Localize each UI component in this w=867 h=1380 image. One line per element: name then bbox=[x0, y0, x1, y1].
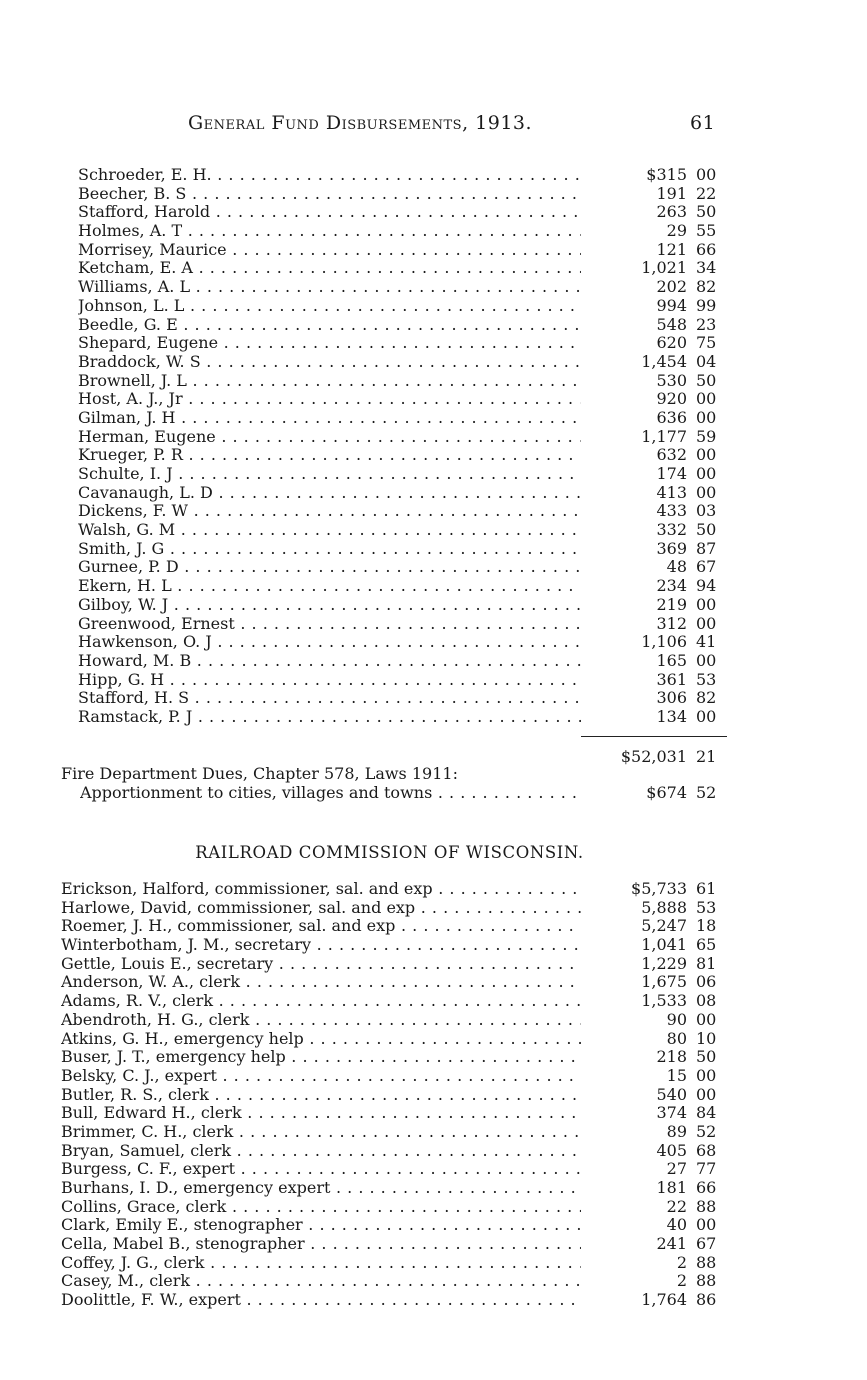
amount-dollars: 1,533 bbox=[641, 991, 687, 1011]
amount-cents: 88 bbox=[696, 1252, 717, 1272]
amount-dollars: 134 bbox=[656, 706, 687, 726]
amount-dollars: 1,177 bbox=[641, 426, 687, 446]
table-row bbox=[0, 671, 867, 690]
payee-name: Hawkenson, O. J . . . bbox=[78, 633, 581, 652]
payee-name: Atkins, G. H., emergency help . . . bbox=[61, 1030, 581, 1049]
table-row bbox=[0, 353, 867, 372]
total-rule bbox=[581, 736, 727, 737]
payee-name: Stafford, H. S . . . bbox=[78, 689, 581, 708]
payee-name: Cavanaugh, L. D . . . bbox=[78, 484, 581, 503]
table-row bbox=[0, 708, 867, 727]
amount-dollars: 405 bbox=[656, 1140, 687, 1160]
table-row bbox=[0, 1198, 867, 1217]
table-row bbox=[0, 1254, 867, 1273]
fire-dues-row bbox=[0, 784, 867, 803]
payee-name: Buser, J. T., emergency help . . . bbox=[61, 1048, 581, 1067]
amount-cents: 53 bbox=[696, 897, 717, 917]
payee-name: Schulte, I. J . . . bbox=[78, 465, 581, 484]
amount-cents: 00 bbox=[696, 1215, 717, 1235]
table-row bbox=[0, 222, 867, 241]
total-cents: 21 bbox=[696, 747, 717, 766]
table-row bbox=[0, 558, 867, 577]
amount-dollars: 218 bbox=[656, 1047, 687, 1067]
amount-dollars: 15 bbox=[666, 1065, 687, 1085]
payee-name: Coffey, J. G., clerk . . . bbox=[61, 1254, 581, 1273]
payee-name: Gilman, J. H . . . bbox=[78, 409, 581, 428]
amount-dollars: 219 bbox=[656, 594, 687, 614]
payee-name: Erickson, Halford, commissioner, sal. and exp . . . bbox=[61, 880, 581, 899]
table-row bbox=[0, 1011, 867, 1030]
table-row bbox=[0, 633, 867, 652]
table-row bbox=[0, 596, 867, 615]
payee-name: Shepard, Eugene . . . bbox=[78, 334, 581, 353]
amount-dollars: 90 bbox=[666, 1009, 687, 1029]
amount-dollars: 361 bbox=[656, 669, 687, 689]
payee-name: Collins, Grace, clerk . . . bbox=[61, 1198, 581, 1217]
payee-name: Butler, R. S., clerk . . . bbox=[61, 1086, 581, 1105]
amount-cents: 34 bbox=[696, 258, 717, 278]
amount-dollars: 29 bbox=[666, 221, 687, 241]
payee-name: Clark, Emily E., stenographer . . . bbox=[61, 1216, 581, 1235]
amount-dollars: 369 bbox=[656, 538, 687, 558]
amount-dollars: 920 bbox=[656, 389, 687, 409]
amount-cents: 99 bbox=[696, 295, 717, 315]
amount-dollars: 27 bbox=[666, 1159, 687, 1179]
amount-cents: 00 bbox=[696, 165, 717, 184]
table-row bbox=[0, 652, 867, 671]
payee-name: Smith, J. G . . . bbox=[78, 540, 581, 559]
payee-name: Morrisey, Maurice . . . bbox=[78, 241, 581, 260]
amount-dollars: 1,021 bbox=[641, 258, 687, 278]
amount-dollars: 620 bbox=[656, 333, 687, 353]
amount-dollars: 2 bbox=[676, 1271, 687, 1291]
table-row bbox=[0, 446, 867, 465]
amount-dollars: 433 bbox=[656, 501, 687, 521]
amount-cents: 00 bbox=[696, 594, 717, 614]
amount-dollars: 1,106 bbox=[641, 632, 687, 652]
amount-dollars: 48 bbox=[666, 557, 687, 577]
table-row bbox=[0, 428, 867, 447]
payee-name: Gettle, Louis E., secretary . . . bbox=[61, 955, 581, 974]
amount-cents: 00 bbox=[696, 1065, 717, 1085]
amount-cents: 00 bbox=[696, 1009, 717, 1029]
amount-cents: 55 bbox=[696, 221, 717, 241]
table-row bbox=[0, 166, 867, 185]
payee-name: Brimmer, C. H., clerk . . . bbox=[61, 1123, 581, 1142]
amount-cents: 50 bbox=[696, 202, 717, 222]
amount-dollars: 241 bbox=[656, 1234, 687, 1254]
amount-cents: 75 bbox=[696, 333, 717, 353]
amount-cents: 41 bbox=[696, 632, 717, 652]
payee-name: Dickens, F. W . . . bbox=[78, 502, 581, 521]
table-row bbox=[0, 992, 867, 1011]
payee-name: Host, A. J., Jr . . . bbox=[78, 390, 581, 409]
table-row bbox=[0, 936, 867, 955]
amount-dollars: 181 bbox=[656, 1178, 687, 1197]
amount-cents: 00 bbox=[696, 482, 717, 502]
amount-dollars: 530 bbox=[656, 370, 687, 390]
amount-cents: 82 bbox=[696, 688, 717, 708]
amount-cents: 00 bbox=[696, 445, 717, 465]
railroad-commission-list bbox=[0, 880, 867, 1310]
payee-name: Ketcham, E. A . . . bbox=[78, 259, 581, 278]
amount-cents: 67 bbox=[696, 557, 717, 577]
amount-dollars: 89 bbox=[666, 1121, 687, 1141]
amount-cents: 50 bbox=[696, 370, 717, 390]
total-dollars: $52,031 bbox=[620, 747, 687, 766]
amount-cents: 66 bbox=[696, 1178, 717, 1197]
payee-name: Hipp, G. H . . . bbox=[78, 671, 581, 690]
amount-cents: 23 bbox=[696, 314, 717, 334]
table-row bbox=[0, 899, 867, 918]
amount-cents: 87 bbox=[696, 538, 717, 558]
fire-dues-cents: 52 bbox=[696, 783, 717, 802]
payee-name: Burhans, I. D., emergency expert . . . bbox=[61, 1179, 581, 1198]
payee-name: Howard, M. B . . . bbox=[78, 652, 581, 671]
table-row bbox=[0, 409, 867, 428]
amount-dollars: 5,247 bbox=[641, 916, 687, 936]
table-row bbox=[0, 1216, 867, 1235]
table-row bbox=[0, 502, 867, 521]
page-number: 61 bbox=[690, 112, 716, 134]
amount-cents: 82 bbox=[696, 277, 717, 297]
amount-cents: 84 bbox=[696, 1103, 717, 1123]
amount-cents: 68 bbox=[696, 1140, 717, 1160]
amount-dollars: 165 bbox=[656, 650, 687, 670]
payee-name: Holmes, A. T . . . bbox=[78, 222, 581, 241]
amount-cents: 06 bbox=[696, 972, 717, 992]
table-row bbox=[0, 689, 867, 708]
table-row bbox=[0, 390, 867, 409]
table-row bbox=[0, 484, 867, 503]
amount-dollars: 1,041 bbox=[641, 935, 687, 955]
table-row bbox=[0, 917, 867, 936]
table-row bbox=[0, 615, 867, 634]
table-row bbox=[0, 203, 867, 222]
payee-name: Casey, M., clerk . . . bbox=[61, 1272, 581, 1291]
amount-dollars: 332 bbox=[656, 520, 687, 540]
table-row bbox=[0, 1160, 867, 1179]
payee-name: Beedle, G. E . . . bbox=[78, 316, 581, 335]
amount-cents: 67 bbox=[696, 1234, 717, 1254]
amount-cents: 53 bbox=[696, 669, 717, 689]
payee-name: Walsh, G. M . . . bbox=[78, 521, 581, 540]
payee-name: Bryan, Samuel, clerk . . . bbox=[61, 1142, 581, 1161]
amount-dollars: 174 bbox=[656, 464, 687, 483]
payee-name: Schroeder, E. H. . . . bbox=[78, 166, 581, 185]
payee-name: Doolittle, F. W., expert . . . bbox=[61, 1291, 581, 1310]
disbursement-list bbox=[0, 166, 867, 727]
table-row bbox=[0, 278, 867, 297]
table-row bbox=[0, 465, 867, 484]
table-row bbox=[0, 1030, 867, 1049]
table-row bbox=[0, 540, 867, 559]
amount-cents: 50 bbox=[696, 520, 717, 540]
payee-name: Abendroth, H. G., clerk . . . bbox=[61, 1011, 581, 1030]
payee-name: Braddock, W. S . . . bbox=[78, 353, 581, 372]
amount-dollars: $5,733 bbox=[631, 879, 687, 898]
amount-dollars: 5,888 bbox=[641, 897, 687, 917]
amount-cents: 00 bbox=[696, 706, 717, 726]
table-row bbox=[0, 316, 867, 335]
payee-name: Stafford, Harold . . . bbox=[78, 203, 581, 222]
amount-cents: 08 bbox=[696, 991, 717, 1011]
amount-cents: 00 bbox=[696, 650, 717, 670]
payee-name: Herman, Eugene . . . bbox=[78, 428, 581, 447]
amount-cents: 65 bbox=[696, 935, 717, 955]
table-row bbox=[0, 372, 867, 391]
amount-cents: 18 bbox=[696, 916, 717, 936]
amount-cents: 04 bbox=[696, 351, 717, 371]
amount-dollars: 2 bbox=[676, 1252, 687, 1272]
payee-name: Greenwood, Ernest . . . bbox=[78, 615, 581, 634]
table-row bbox=[0, 241, 867, 260]
table-row bbox=[0, 1179, 867, 1198]
table-row bbox=[0, 880, 867, 899]
payee-name: Bull, Edward H., clerk . . . bbox=[61, 1104, 581, 1123]
amount-cents: 94 bbox=[696, 576, 717, 596]
amount-cents: 59 bbox=[696, 426, 717, 446]
payee-name: Brownell, J. L . . . bbox=[78, 372, 581, 391]
amount-dollars: 22 bbox=[666, 1196, 687, 1216]
amount-cents: 50 bbox=[696, 1047, 717, 1067]
table-row bbox=[0, 1142, 867, 1161]
amount-dollars: $315 bbox=[646, 165, 687, 184]
amount-dollars: 540 bbox=[656, 1084, 687, 1104]
table-row bbox=[0, 185, 867, 204]
amount-cents: 03 bbox=[696, 501, 717, 521]
amount-cents: 88 bbox=[696, 1271, 717, 1291]
table-row bbox=[0, 334, 867, 353]
amount-dollars: 234 bbox=[656, 576, 687, 596]
table-row bbox=[0, 1123, 867, 1142]
amount-dollars: 632 bbox=[656, 445, 687, 465]
amount-dollars: 312 bbox=[656, 613, 687, 633]
amount-dollars: 306 bbox=[656, 688, 687, 708]
amount-dollars: 1,764 bbox=[641, 1290, 687, 1310]
amount-cents: 10 bbox=[696, 1028, 717, 1048]
amount-cents: 88 bbox=[696, 1196, 717, 1216]
payee-name: Williams, A. L . . . bbox=[78, 278, 581, 297]
payee-name: Krueger, P. R . . . bbox=[78, 446, 581, 465]
amount-dollars: 40 bbox=[666, 1215, 687, 1235]
page-header bbox=[0, 112, 867, 136]
table-row bbox=[0, 1067, 867, 1086]
table-row bbox=[0, 1104, 867, 1123]
section-heading: RAILROAD COMMISSION OF WISCONSIN. bbox=[195, 843, 584, 862]
payee-name: Beecher, B. S . . . bbox=[78, 185, 581, 204]
table-row bbox=[0, 973, 867, 992]
payee-name: Gurnee, P. D . . . bbox=[78, 558, 581, 577]
table-row bbox=[0, 1291, 867, 1310]
payee-name: Johnson, L. L . . . bbox=[78, 297, 581, 316]
payee-name: Anderson, W. A., clerk . . . bbox=[61, 973, 581, 992]
amount-cents: 86 bbox=[696, 1290, 717, 1310]
amount-dollars: 191 bbox=[656, 183, 687, 203]
table-row bbox=[0, 577, 867, 596]
payee-name: Harlowe, David, commissioner, sal. and exp . . . bbox=[61, 899, 581, 918]
amount-cents: 77 bbox=[696, 1159, 717, 1179]
amount-cents: 81 bbox=[696, 953, 717, 973]
payee-name: Winterbotham, J. M., secretary . . . bbox=[61, 936, 581, 955]
amount-cents: 00 bbox=[696, 407, 717, 427]
fire-dues-dollars: $674 bbox=[646, 783, 687, 802]
amount-dollars: 202 bbox=[656, 277, 687, 297]
amount-cents: 22 bbox=[696, 183, 717, 203]
amount-dollars: 1,454 bbox=[641, 351, 687, 371]
amount-cents: 66 bbox=[696, 239, 717, 259]
amount-dollars: 413 bbox=[656, 482, 687, 502]
amount-dollars: 80 bbox=[666, 1028, 687, 1048]
amount-cents: 52 bbox=[696, 1121, 717, 1141]
amount-dollars: 1,229 bbox=[641, 953, 687, 973]
payee-name: Belsky, C. J., expert . . . bbox=[61, 1067, 581, 1086]
payee-name: Ramstack, P. J . . . bbox=[78, 708, 581, 727]
amount-dollars: 1,675 bbox=[641, 972, 687, 992]
amount-dollars: 994 bbox=[656, 295, 687, 315]
amount-dollars: 263 bbox=[656, 202, 687, 222]
amount-cents: 00 bbox=[696, 389, 717, 409]
table-row bbox=[0, 1048, 867, 1067]
payee-name: Roemer, J. H., commissioner, sal. and exp . . . bbox=[61, 917, 581, 936]
fire-dues-label: Apportionment to cities, villages and towns . . . bbox=[80, 784, 581, 803]
payee-name: Adams, R. V., clerk . . . bbox=[61, 992, 581, 1011]
page-title: General Fund Disbursements, 1913. bbox=[188, 112, 533, 134]
payee-name: Ekern, H. L . . . bbox=[78, 577, 581, 596]
table-row bbox=[0, 1272, 867, 1291]
amount-dollars: 121 bbox=[656, 239, 687, 259]
payee-name: Burgess, C. F., expert . . . bbox=[61, 1160, 581, 1179]
amount-cents: 61 bbox=[696, 879, 717, 898]
amount-dollars: 374 bbox=[656, 1103, 687, 1123]
payee-name: Cella, Mabel B., stenographer . . . bbox=[61, 1235, 581, 1254]
table-row bbox=[0, 297, 867, 316]
amount-dollars: 548 bbox=[656, 314, 687, 334]
table-row bbox=[0, 1235, 867, 1254]
amount-dollars: 636 bbox=[656, 407, 687, 427]
fire-dues-heading: Fire Department Dues, Chapter 578, Laws 1911: bbox=[61, 764, 458, 783]
amount-cents: 00 bbox=[696, 613, 717, 633]
amount-cents: 00 bbox=[696, 464, 717, 483]
amount-cents: 00 bbox=[696, 1084, 717, 1104]
table-row bbox=[0, 521, 867, 540]
table-row bbox=[0, 1086, 867, 1105]
table-row bbox=[0, 259, 867, 278]
payee-name: Gilboy, W. J . . . bbox=[78, 596, 581, 615]
table-row bbox=[0, 955, 867, 974]
